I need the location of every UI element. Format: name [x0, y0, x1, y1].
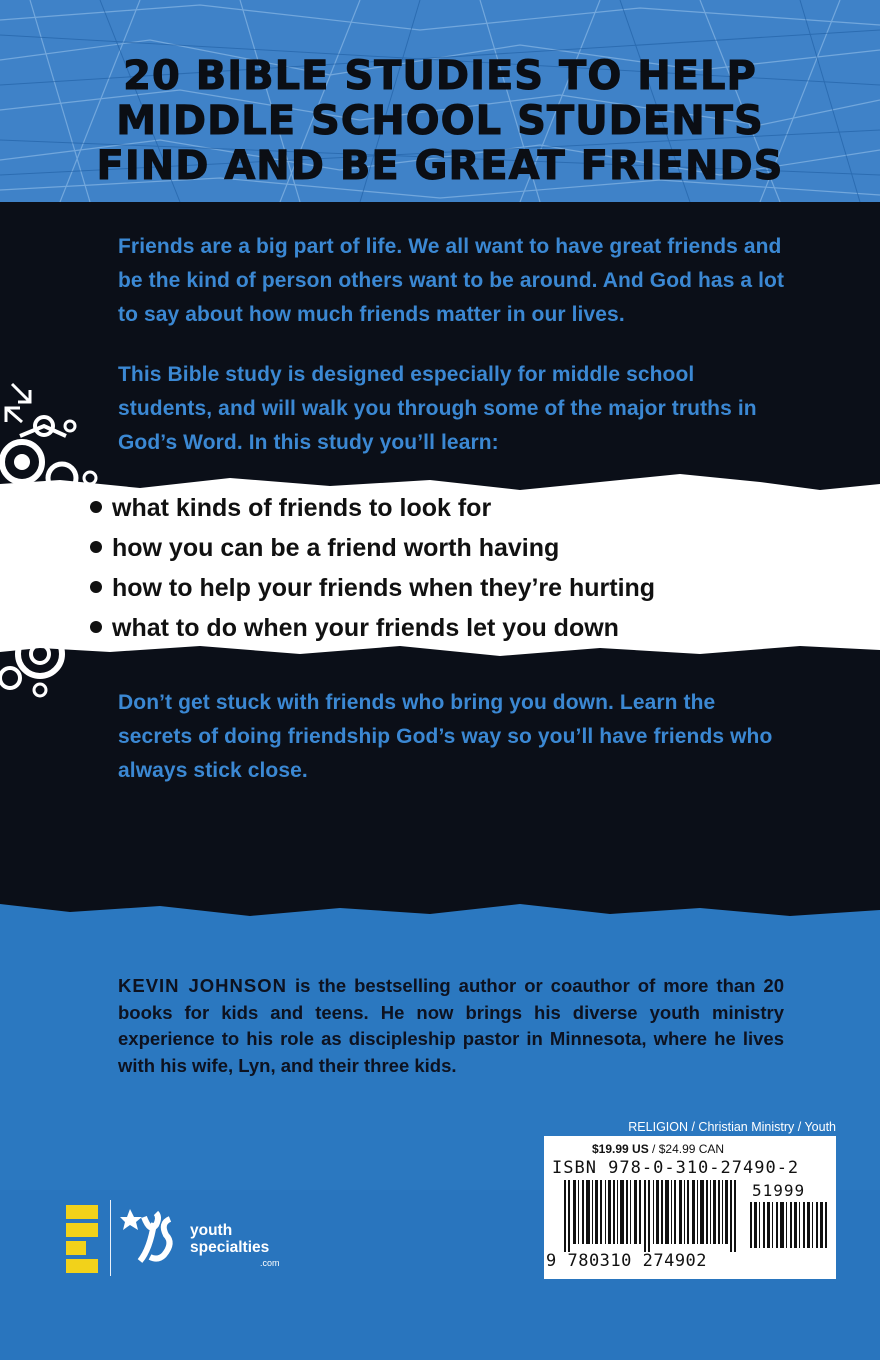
logo-divider — [110, 1200, 111, 1276]
publisher-name-line-1: youth — [190, 1222, 233, 1239]
learning-points-list — [90, 488, 655, 648]
price-addon-barcode — [750, 1202, 828, 1248]
header-band — [0, 0, 880, 202]
publisher-name-line-2: specialties — [190, 1239, 270, 1256]
list-item: what kinds of friends to look for — [90, 488, 655, 528]
ean-barcode — [564, 1180, 744, 1252]
list-item: what to do when your friends let you down — [90, 608, 655, 648]
zondervan-z-logo — [66, 1205, 100, 1273]
arrow-icon — [6, 384, 30, 422]
isbn-text: ISBN 978-0-310-27490-2 — [552, 1158, 800, 1178]
circle-decoration-icon — [0, 378, 110, 708]
list-item: how you can be a friend worth having — [90, 528, 655, 568]
price-label — [592, 1142, 724, 1156]
cover-headline — [0, 54, 880, 189]
author-name: KEVIN JOHNSON — [118, 975, 287, 996]
intro-paragraph-2: This Bible study is designed especially for middle school students, and will walk you through some of the major truths in God’s Word. In this study you’ll learn: — [118, 363, 757, 454]
publisher-domain-suffix: .com — [260, 1258, 280, 1268]
price-can: / $24.99 CAN — [648, 1142, 725, 1156]
closing-paragraph: Don’t get stuck with friends who bring you down. Learn the secrets of doing friendship God’s way so you’ll have friends who always stick close. — [118, 691, 773, 782]
list-item: how to help your friends when they’re hurting — [90, 568, 655, 608]
headline-line-2: MIDDLE SCHOOL STUDENTS — [116, 98, 764, 144]
intro-paragraph-1: Friends are a big part of life. We all want to have great friends and be the kind of person others want to be around. And God has a lot to say about how much friends matter in our lives. — [118, 235, 785, 326]
headline-line-3: FIND AND BE GREAT FRIENDS — [96, 143, 784, 189]
headline-line-1: 20 BIBLE STUDIES TO HELP — [123, 53, 757, 99]
publisher-name — [190, 1222, 269, 1256]
price-us: $19.99 US — [592, 1142, 649, 1156]
author-bio — [118, 973, 784, 1079]
ys-logo — [120, 1203, 186, 1277]
bisac-category: RELIGION / Christian Ministry / Youth — [628, 1120, 836, 1134]
ean-digits: 9 780310 274902 — [546, 1251, 708, 1271]
barcode-box — [544, 1136, 836, 1279]
author-bio-text: is the bestselling author or coauthor of more than 20 books for kids and teens. He now brings his diverse youth ministry experience to his role as discipleship pastor in Minnesota, where he lives with his wife, Lyn, and their three kids. — [118, 975, 784, 1076]
gear-icon — [20, 417, 75, 436]
price-addon-code: 51999 — [752, 1181, 806, 1200]
